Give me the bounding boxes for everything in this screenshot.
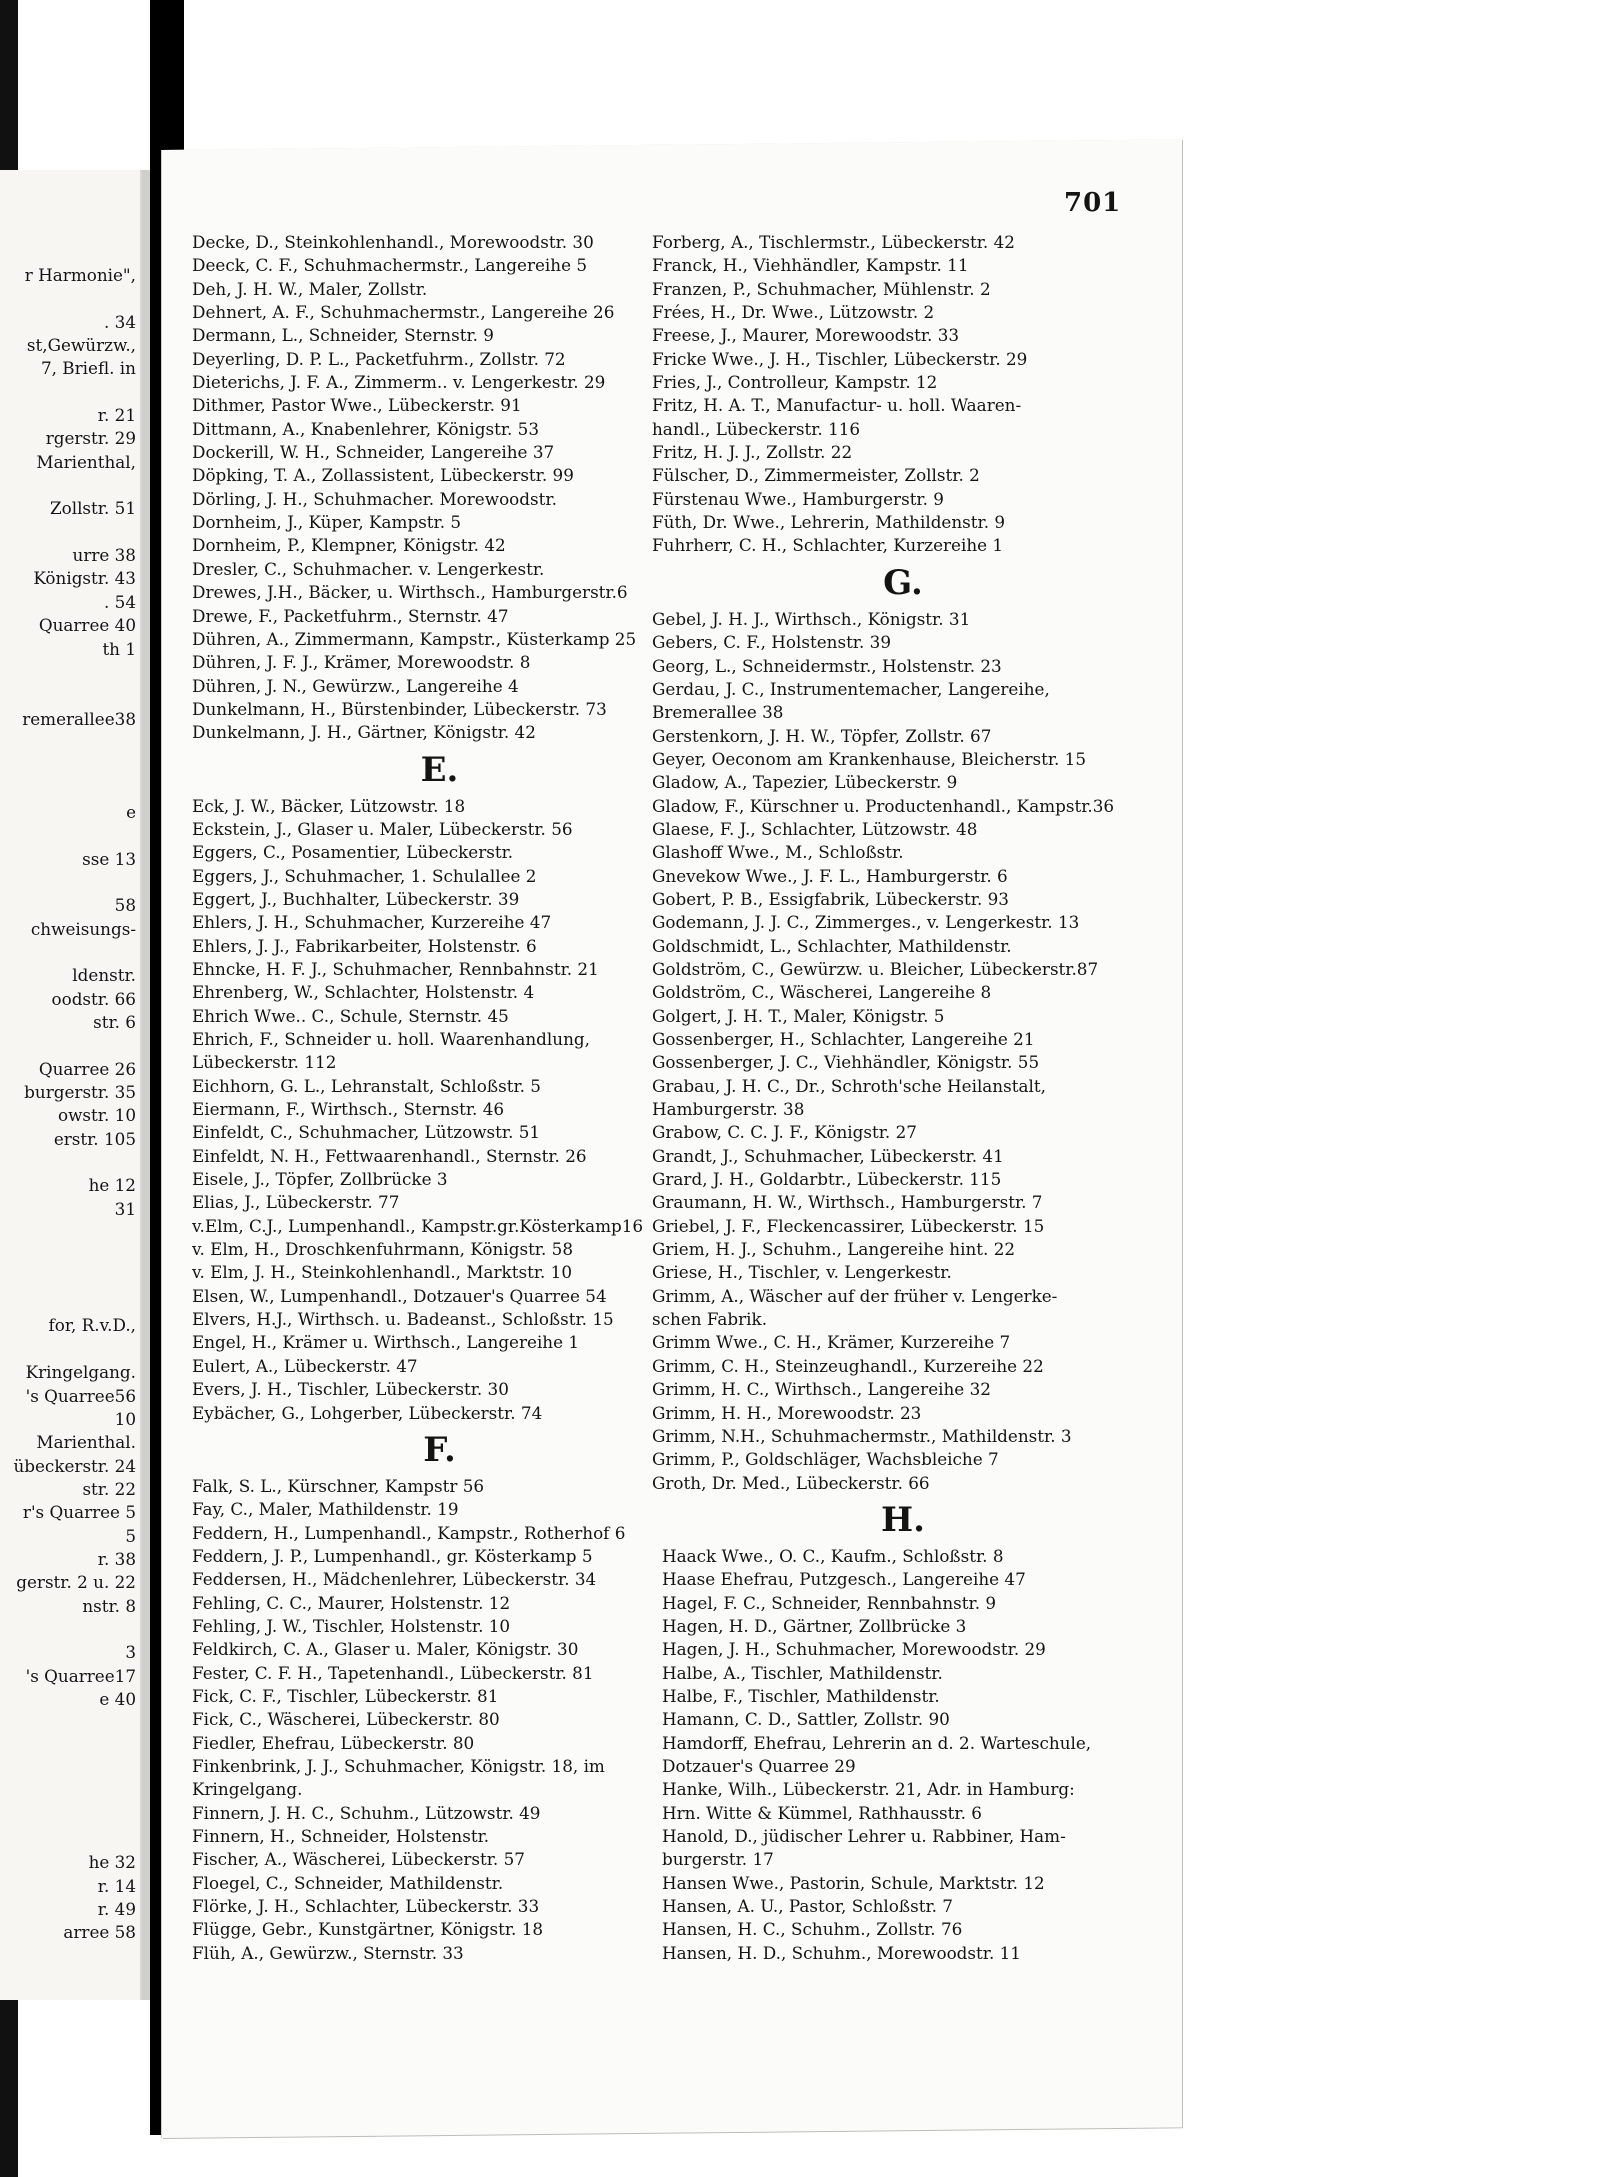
directory-entry: Kringelgang. xyxy=(192,1779,303,1800)
left-page-line: owstr. 10 xyxy=(57,1105,136,1126)
directory-entry: Fick, C., Wäscherei, Lübeckerstr. 80 xyxy=(192,1709,500,1730)
directory-entry: Fehling, J. W., Tischler, Holstenstr. 10 xyxy=(192,1615,511,1636)
left-page-line: 5 xyxy=(125,1525,136,1546)
directory-entry: Feldkirch, C. A., Glaser u. Maler, Königstr. 30 xyxy=(192,1639,579,1660)
left-page-line: arree 58 xyxy=(63,1922,136,1943)
left-page-line: Königstr. 43 xyxy=(33,568,136,589)
left-page-line xyxy=(0,1268,142,1291)
directory-entry: Eulert, A., Lübeckerstr. 47 xyxy=(192,1355,418,1376)
directory-entry: Elvers, H.J., Wirthsch. u. Badeanst., Schloßstr. 15 xyxy=(192,1309,614,1330)
directory-entry: Griem, H. J., Schuhm., Langereihe hint. 22 xyxy=(652,1239,1016,1260)
directory-entry: Decke, D., Steinkohlenhandl., Morewoodstr. 30 xyxy=(192,232,594,252)
directory-entry: Hanke, Wilh., Lübeckerstr. 21, Adr. in Hamburg: xyxy=(662,1779,1075,1800)
left-page-line xyxy=(0,1034,142,1057)
left-page-line: e xyxy=(126,801,136,822)
directory-entry: Dühren, A., Zimmermann, Kampstr., Küsterkamp 25 xyxy=(192,628,637,649)
left-page-line xyxy=(0,1781,142,1804)
left-page-line xyxy=(0,474,142,497)
directory-entry: Elias, J., Lübeckerstr. 77 xyxy=(192,1192,400,1213)
directory-entry: Hamburgerstr. 38 xyxy=(652,1099,805,1120)
left-page-line xyxy=(0,1711,142,1734)
directory-entry: Dieterichs, J. F. A., Zimmerm.. v. Lengerkestr. 29 xyxy=(192,372,606,393)
section-letter-heading: E. xyxy=(420,749,459,790)
directory-entry: Haack Wwe., O. C., Kaufm., Schloßstr. 8 xyxy=(662,1545,1004,1566)
section-letter-heading: H. xyxy=(881,1499,925,1540)
left-page-line: 31 xyxy=(114,1198,136,1219)
directory-entry: Eybächer, G., Lohgerber, Lübeckerstr. 74 xyxy=(192,1402,543,1423)
directory-entry: Fuhrherr, C. H., Schlachter, Kurzereihe 1 xyxy=(652,535,1004,556)
page-gutter-edge xyxy=(142,170,150,2000)
left-page-line: rgerstr. 29 xyxy=(45,428,136,449)
left-page-line: 58 xyxy=(114,895,136,916)
left-page-line xyxy=(0,1805,142,1828)
directory-entry: Eiermann, F., Wirthsch., Sternstr. 46 xyxy=(192,1099,505,1120)
left-page-line: for, R.v.D., xyxy=(48,1315,136,1336)
directory-entry: Gerdau, J. C., Instrumentemacher, Langereihe, xyxy=(652,678,1050,699)
directory-entry: Ehlers, J. H., Schuhmacher, Kurzereihe 47 xyxy=(192,912,552,933)
directory-entry: Füth, Dr. Wwe., Lehrerin, Mathildenstr. 9 xyxy=(652,512,1006,533)
left-page-line: ldenstr. xyxy=(72,965,136,986)
letter-section xyxy=(652,231,1114,558)
directory-entry: Grimm, H. H., Morewoodstr. 23 xyxy=(652,1402,922,1423)
directory-entry: Dühren, J. N., Gewürzw., Langereihe 4 xyxy=(192,675,519,696)
directory-entry: Grabow, C. C. J. F., Königstr. 27 xyxy=(652,1122,917,1143)
directory-entry: Dornheim, P., Klempner, Königstr. 42 xyxy=(192,535,506,556)
left-page-line xyxy=(0,287,142,310)
directory-entry: Grimm, A., Wäscher auf der früher v. Lengerke- xyxy=(652,1285,1058,1306)
directory-entry: Frées, H., Dr. Wwe., Lützowstr. 2 xyxy=(652,302,935,323)
left-page-line: sse 13 xyxy=(82,848,136,869)
page-number: 701 xyxy=(1064,188,1122,218)
directory-entry: Einfeldt, N. H., Fettwaarenhandl., Sternstr. 26 xyxy=(192,1145,587,1166)
directory-entry: Halbe, A., Tischler, Mathildenstr. xyxy=(662,1662,943,1683)
left-page-line: str. 6 xyxy=(93,1012,136,1032)
directory-entry: Grimm, H. C., Wirthsch., Langereihe 32 xyxy=(652,1379,991,1400)
directory-entry: Deeck, C. F., Schuhmachermstr., Langereihe 5 xyxy=(192,255,588,276)
left-page-line: chweisungs- xyxy=(30,918,136,939)
directory-entry: Franzen, P., Schuhmacher, Mühlenstr. 2 xyxy=(652,278,991,299)
directory-entry: Godemann, J. J. C., Zimmerges., v. Lengerkestr. 13 xyxy=(652,912,1080,933)
directory-entry: Lübeckerstr. 112 xyxy=(192,1052,337,1073)
directory-entry: Eck, J. W., Bäcker, Lützowstr. 18 xyxy=(192,795,466,816)
left-page-line xyxy=(0,731,142,754)
directory-entry: Fries, J., Controlleur, Kampstr. 12 xyxy=(652,372,938,393)
directory-entry: Dornheim, J., Küper, Kampstr. 5 xyxy=(192,512,462,533)
directory-entry: Fischer, A., Wäscherei, Lübeckerstr. 57 xyxy=(192,1849,525,1870)
directory-entry: Gebel, J. H. J., Wirthsch., Königstr. 31 xyxy=(652,608,971,629)
directory-entry: v. Elm, H., Droschkenfuhrmann, Königstr. 58 xyxy=(192,1239,574,1260)
left-page-line: . 34 xyxy=(103,311,136,332)
directory-entry: Fehling, C. C., Maurer, Holstenstr. 12 xyxy=(192,1592,511,1613)
directory-entry: Golgert, J. H. T., Maler, Königstr. 5 xyxy=(652,1005,945,1026)
directory-entry: Flörke, J. H., Schlachter, Lübeckerstr. 33 xyxy=(192,1896,540,1917)
directory-entry: Geyer, Oeconom am Krankenhause, Bleicherstr. 15 xyxy=(652,748,1087,769)
directory-entry: Fülscher, D., Zimmermeister, Zollstr. 2 xyxy=(652,465,980,486)
left-page-line: r. 14 xyxy=(97,1875,136,1896)
left-page-text xyxy=(0,264,142,1945)
directory-entry: Gladow, A., Tapezier, Lübeckerstr. 9 xyxy=(652,772,958,793)
directory-entry: Grimm, P., Goldschläger, Wachsbleiche 7 xyxy=(652,1449,999,1470)
directory-entry: Freese, J., Maurer, Morewoodstr. 33 xyxy=(652,325,960,346)
left-page-line: e 40 xyxy=(99,1688,136,1709)
directory-entry: Gerstenkorn, J. H. W., Töpfer, Zollstr. 67 xyxy=(652,725,992,746)
directory-entry: Hrn. Witte & Kümmel, Rathhausstr. 6 xyxy=(662,1802,982,1823)
directory-entry: Grimm, N.H., Schuhmachermstr., Mathildenstr. 3 xyxy=(652,1425,1072,1446)
directory-entry: Fritz, H. A. T., Manufactur- u. holl. Waaren- xyxy=(652,395,1022,416)
directory-entry: Griese, H., Tischler, v. Lengerkestr. xyxy=(652,1262,952,1283)
directory-entry: Finnern, J. H. C., Schuhm., Lützowstr. 49 xyxy=(192,1802,541,1823)
left-page-line: urre 38 xyxy=(72,545,136,566)
directory-entry: Dittmann, A., Knabenlehrer, Königstr. 53 xyxy=(192,418,540,439)
directory-entry: Dotzauer's Quarree 29 xyxy=(662,1755,856,1776)
left-page-line: 7, Briefl. in xyxy=(40,358,136,379)
left-page-fragment xyxy=(0,170,142,2000)
directory-entry: Grandt, J., Schuhmacher, Lübeckerstr. 41 xyxy=(652,1145,1004,1166)
directory-entry: Ehrich, F., Schneider u. holl. Waarenhandlung, xyxy=(192,1029,590,1049)
left-page-line: Marienthal, xyxy=(36,451,136,472)
directory-entry: Fay, C., Maler, Mathildenstr. 19 xyxy=(192,1499,459,1520)
directory-entry: schen Fabrik. xyxy=(652,1309,768,1330)
directory-entry: Ehncke, H. F. J., Schuhmacher, Rennbahnstr. 21 xyxy=(192,958,599,979)
directory-entry: Hagel, F. C., Schneider, Rennbahnstr. 9 xyxy=(662,1592,997,1613)
left-page-line: oodstr. 66 xyxy=(51,988,136,1009)
left-page-line xyxy=(0,754,142,777)
left-page-line: 10 xyxy=(114,1408,136,1429)
directory-entry: Hansen Wwe., Pastorin, Schule, Marktstr. 12 xyxy=(662,1872,1045,1893)
left-page-line xyxy=(0,1221,142,1244)
directory-entry: Floegel, C., Schneider, Mathildenstr. xyxy=(192,1872,504,1893)
directory-entry: Glaese, F. J., Schlachter, Lützowstr. 48 xyxy=(652,818,978,839)
directory-entry: Dörling, J. H., Schuhmacher. Morewoodstr. xyxy=(192,488,557,509)
directory-entry: Drewe, F., Packetfuhrm., Sternstr. 47 xyxy=(192,605,509,626)
left-page-line xyxy=(0,381,142,404)
letter-section xyxy=(652,1495,1114,1965)
directory-entry: Hamdorff, Ehefrau, Lehrerin an d. 2. Warteschule, xyxy=(662,1732,1092,1753)
directory-entry: Franck, H., Viehhändler, Kampstr. 11 xyxy=(652,255,969,276)
directory-entry: Dunkelmann, H., Bürstenbinder, Lübeckerstr. 73 xyxy=(192,698,607,719)
directory-entry: Elsen, W., Lumpenhandl., Dotzauer's Quarree 54 xyxy=(192,1285,607,1306)
left-page-line: Zollstr. 51 xyxy=(49,498,136,519)
left-page-line: burgerstr. 35 xyxy=(24,1082,136,1103)
left-page-line xyxy=(0,1618,142,1641)
directory-entry: Eggert, J., Buchhalter, Lübeckerstr. 39 xyxy=(192,888,520,909)
left-page-line: Kringelgang. xyxy=(25,1362,136,1383)
left-page-line xyxy=(0,684,142,707)
directory-entry: v.Elm, C.J., Lumpenhandl., Kampstr.gr.Kösterkamp16 xyxy=(192,1215,644,1236)
left-page-line: r Harmonie", xyxy=(24,265,136,285)
directory-entry: Feddern, H., Lumpenhandl., Kampstr., Rotherhof 6 xyxy=(192,1522,626,1543)
directory-entry: Eggers, J., Schuhmacher, 1. Schulallee 2 xyxy=(192,865,537,886)
left-page-line xyxy=(0,1828,142,1851)
left-page-line xyxy=(0,521,142,544)
left-page-line xyxy=(0,1151,142,1174)
left-page-line: nstr. 8 xyxy=(82,1595,136,1616)
directory-entry: Eisele, J., Töpfer, Zollbrücke 3 xyxy=(192,1169,448,1190)
directory-entry: Bremerallee 38 xyxy=(652,702,784,723)
directory-entry: Dermann, L., Schneider, Sternstr. 9 xyxy=(192,325,494,346)
directory-entry: Grimm, C. H., Steinzeughandl., Kurzereihe 22 xyxy=(652,1355,1044,1376)
directory-entry: Hansen, H. C., Schuhm., Zollstr. 76 xyxy=(662,1919,963,1940)
directory-entry: Flüh, A., Gewürzw., Sternstr. 33 xyxy=(192,1942,464,1963)
section-letter-heading: F. xyxy=(423,1429,456,1470)
left-page-line: he 12 xyxy=(88,1175,136,1196)
directory-entry: Griebel, J. F., Fleckencassirer, Lübeckerstr. 15 xyxy=(652,1215,1045,1236)
directory-entry: Gossenberger, H., Schlachter, Langereihe 21 xyxy=(652,1029,1035,1049)
letter-section xyxy=(652,558,1114,1495)
directory-entry: Drewes, J.H., Bäcker, u. Wirthsch., Hamburgerstr.6 xyxy=(192,582,628,603)
left-page-line: str. 22 xyxy=(82,1478,136,1499)
directory-entry: Hagen, H. D., Gärtner, Zollbrücke 3 xyxy=(662,1615,967,1636)
directory-entry: Fritz, H. J. J., Zollstr. 22 xyxy=(652,442,853,463)
left-page-line: r. 49 xyxy=(97,1899,136,1920)
left-page-line: erstr. 105 xyxy=(53,1128,136,1149)
directory-entry: Gladow, F., Kürschner u. Productenhandl., Kampstr.36 xyxy=(652,795,1114,816)
left-page-line: 's Quarree17 xyxy=(25,1665,136,1686)
directory-entry: Graumann, H. W., Wirthsch., Hamburgerstr. 7 xyxy=(652,1192,1043,1213)
left-page-line xyxy=(0,1758,142,1781)
directory-entry: Gnevekow Wwe., J. F. L., Hamburgerstr. 6 xyxy=(652,865,1008,886)
left-page-line: r. 21 xyxy=(97,405,136,426)
directory-entry: Deyerling, D. P. L., Packetfuhrm., Zollstr. 72 xyxy=(192,348,566,369)
directory-entry: Grard, J. H., Goldarbtr., Lübeckerstr. 115 xyxy=(652,1169,1002,1190)
left-page-line xyxy=(0,1735,142,1758)
directory-entry: Ehrenberg, W., Schlachter, Holstenstr. 4 xyxy=(192,982,535,1003)
directory-entry: Glashoff Wwe., M., Schloßstr. xyxy=(652,842,904,863)
directory-entry: burgerstr. 17 xyxy=(662,1849,774,1870)
left-page-line: r's Quarree 5 xyxy=(22,1502,136,1523)
directory-entry: Hansen, A. U., Pastor, Schloßstr. 7 xyxy=(662,1896,953,1917)
directory-column-right xyxy=(652,231,1114,1965)
letter-section xyxy=(192,1425,647,1965)
directory-entry: Finkenbrink, J. J., Schuhmacher, Königstr. 18, im xyxy=(192,1755,605,1776)
directory-entry: Dithmer, Pastor Wwe., Lübeckerstr. 91 xyxy=(192,395,522,416)
left-page-line: he 32 xyxy=(88,1852,136,1873)
directory-entry: Hamann, C. D., Sattler, Zollstr. 90 xyxy=(662,1709,950,1730)
letter-section xyxy=(192,745,647,1425)
directory-entry: Goldström, C., Gewürzw. u. Bleicher, Lübeckerstr.87 xyxy=(652,958,1099,979)
directory-entry: Grimm Wwe., C. H., Krämer, Kurzereihe 7 xyxy=(652,1332,1011,1353)
directory-entry: Ehrich Wwe.. C., Schule, Sternstr. 45 xyxy=(192,1005,509,1026)
directory-entry: Dühren, J. F. J., Krämer, Morewoodstr. 8 xyxy=(192,652,531,673)
left-page-line: 3 xyxy=(125,1642,136,1663)
directory-entry: Hanold, D., jüdischer Lehrer u. Rabbiner, Ham- xyxy=(662,1826,1066,1846)
directory-entry: Gobert, P. B., Essigfabrik, Lübeckerstr. 93 xyxy=(652,888,1009,909)
directory-entry: Goldström, C., Wäscherei, Langereihe 8 xyxy=(652,982,992,1003)
letter-section xyxy=(192,231,647,745)
directory-entry: Haase Ehefrau, Putzgesch., Langereihe 47 xyxy=(662,1569,1026,1590)
left-page-line: 's Quarree56 xyxy=(25,1385,136,1406)
directory-column-left xyxy=(192,231,647,1965)
directory-entry: Hansen, H. D., Schuhm., Morewoodstr. 11 xyxy=(662,1942,1021,1963)
directory-entry: Engel, H., Krämer u. Wirthsch., Langereihe 1 xyxy=(192,1332,580,1353)
directory-entry: Grabau, J. H. C., Dr., Schroth'sche Heilanstalt, xyxy=(652,1075,1046,1096)
left-page-line: . 54 xyxy=(103,591,136,612)
left-page-line: Marienthal. xyxy=(36,1432,136,1453)
left-page-line xyxy=(0,778,142,801)
directory-entry: Fürstenau Wwe., Hamburgerstr. 9 xyxy=(652,488,944,509)
directory-entry: Groth, Dr. Med., Lübeckerstr. 66 xyxy=(652,1472,930,1493)
left-page-line: Quarree 40 xyxy=(38,615,136,636)
directory-entry: Eichhorn, G. L., Lehranstalt, Schloßstr. 5 xyxy=(192,1075,541,1096)
directory-entry: Feddern, J. P., Lumpenhandl., gr. Kösterkamp 5 xyxy=(192,1545,593,1566)
directory-entry: Einfeldt, C., Schuhmacher, Lützowstr. 51 xyxy=(192,1122,541,1143)
directory-entry: Dehnert, A. F., Schuhmachermstr., Langereihe 26 xyxy=(192,302,615,323)
directory-entry: Eggers, C., Posamentier, Lübeckerstr. xyxy=(192,842,514,863)
directory-entry: Dresler, C., Schuhmacher. v. Lengerkestr. xyxy=(192,558,545,579)
directory-entry: Finnern, H., Schneider, Holstenstr. xyxy=(192,1826,490,1846)
left-page-line xyxy=(0,871,142,894)
left-page-line xyxy=(0,941,142,964)
left-page-line: übeckerstr. 24 xyxy=(13,1455,136,1476)
directory-entry: Fick, C. F., Tischler, Lübeckerstr. 81 xyxy=(192,1685,499,1706)
directory-entry: Flügge, Gebr., Kunstgärtner, Königstr. 18 xyxy=(192,1919,544,1940)
left-page-line xyxy=(0,1244,142,1267)
left-page-line: r. 38 xyxy=(97,1548,136,1569)
directory-entry: Gebers, C. F., Holstenstr. 39 xyxy=(652,632,892,653)
directory-entry: Feddersen, H., Mädchenlehrer, Lübeckerstr. 34 xyxy=(192,1569,597,1590)
directory-entry: Ehlers, J. J., Fabrikarbeiter, Holstenstr. 6 xyxy=(192,935,537,956)
directory-entry: Georg, L., Schneidermstr., Holstenstr. 23 xyxy=(652,655,1002,676)
section-letter-heading: G. xyxy=(883,562,923,603)
left-page-line: Quarree 26 xyxy=(38,1058,136,1079)
left-page-line: th 1 xyxy=(102,638,136,659)
directory-entry: Hagen, J. H., Schuhmacher, Morewoodstr. 29 xyxy=(662,1639,1046,1660)
directory-entry: Dunkelmann, J. H., Gärtner, Königstr. 42 xyxy=(192,722,536,743)
left-page-line xyxy=(0,1338,142,1361)
directory-entry: Forberg, A., Tischlermstr., Lübeckerstr. 42 xyxy=(652,232,1015,252)
directory-entry: Halbe, F., Tischler, Mathildenstr. xyxy=(662,1685,940,1706)
directory-entry: Döpking, T. A., Zollassistent, Lübeckerstr. 99 xyxy=(192,465,574,486)
directory-entry: Fiedler, Ehefrau, Lübeckerstr. 80 xyxy=(192,1732,475,1753)
directory-entry: Gossenberger, J. C., Viehhändler, Königstr. 55 xyxy=(652,1052,1040,1073)
directory-entry: Evers, J. H., Tischler, Lübeckerstr. 30 xyxy=(192,1379,509,1400)
directory-entry: handl., Lübeckerstr. 116 xyxy=(652,418,861,439)
left-page-line xyxy=(0,661,142,684)
directory-entry: v. Elm, J. H., Steinkohlenhandl., Marktstr. 10 xyxy=(192,1262,573,1283)
left-page-line: remerallee38 xyxy=(22,708,136,729)
left-page-line: gerstr. 2 u. 22 xyxy=(16,1572,136,1593)
directory-entry: Dockerill, W. H., Schneider, Langereihe 37 xyxy=(192,442,555,463)
directory-entry: Fester, C. F. H., Tapetenhandl., Lübeckerstr. 81 xyxy=(192,1662,594,1683)
directory-entry: Deh, J. H. W., Maler, Zollstr. xyxy=(192,278,428,299)
directory-entry: Eckstein, J., Glaser u. Maler, Lübeckerstr. 56 xyxy=(192,818,573,839)
directory-entry: Fricke Wwe., J. H., Tischler, Lübeckerstr. 29 xyxy=(652,348,1028,369)
directory-entry: Falk, S. L., Kürschner, Kampstr 56 xyxy=(192,1475,485,1496)
left-page-line: st,Gewürzw., xyxy=(26,335,136,356)
left-page-line xyxy=(0,824,142,847)
directory-entry: Goldschmidt, L., Schlachter, Mathildenstr. xyxy=(652,935,1012,956)
left-page-line xyxy=(0,1291,142,1314)
